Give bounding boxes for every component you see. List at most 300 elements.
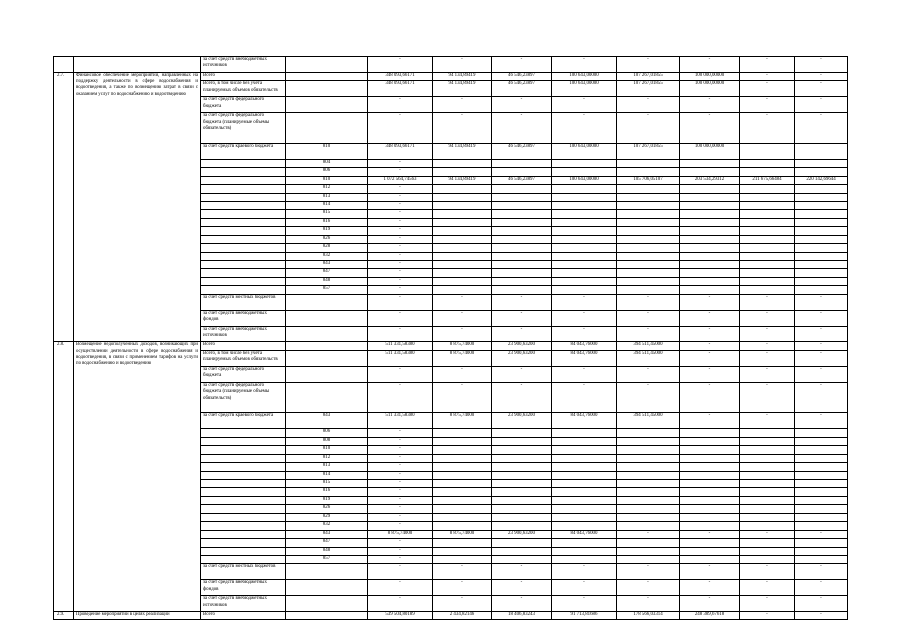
- amount-cell: -: [740, 382, 795, 413]
- amount-cell: [617, 159, 680, 167]
- funding-source-label: [201, 547, 286, 555]
- amount-cell: -: [680, 57, 740, 73]
- amount-cell: -: [795, 113, 848, 144]
- amount-cell: [492, 513, 552, 521]
- amount-cell: 178 566,03314: [617, 612, 680, 620]
- budget-code: 819: [286, 496, 368, 504]
- amount-cell: [552, 159, 617, 167]
- amount-cell: -: [368, 555, 433, 563]
- amount-cell: [680, 168, 740, 176]
- funding-source-label: [201, 176, 286, 184]
- amount-cell: -: [433, 580, 492, 596]
- amount-cell: [617, 185, 680, 193]
- amount-cell: -: [795, 382, 848, 413]
- funding-source-label: [201, 252, 286, 260]
- amount-cell: [617, 505, 680, 513]
- amount-cell: 91 713,81686: [552, 612, 617, 620]
- amount-cell: [433, 244, 492, 252]
- funding-source-label: [201, 201, 286, 209]
- amount-cell: -: [492, 57, 552, 73]
- amount-cell: 107 267,01855: [617, 72, 680, 80]
- amount-cell: -: [740, 342, 795, 350]
- amount-cell: [552, 454, 617, 462]
- amount-cell: [740, 269, 795, 277]
- amount-cell: [552, 488, 617, 496]
- amount-cell: [617, 261, 680, 269]
- funding-source-label: Всего: [201, 612, 286, 620]
- amount-cell: [740, 277, 795, 285]
- amount-cell: 348 093,66171: [368, 72, 433, 80]
- amount-cell: 8 875,74000: [433, 350, 492, 366]
- amount-cell: [680, 286, 740, 294]
- amount-cell: [492, 286, 552, 294]
- amount-cell: [617, 218, 680, 226]
- amount-cell: -: [368, 269, 433, 277]
- amount-cell: 94 134,89419: [433, 81, 492, 97]
- amount-cell: 348 093,66171: [368, 81, 433, 97]
- amount-cell: -: [740, 596, 795, 612]
- amount-cell: [795, 193, 848, 201]
- amount-cell: [552, 437, 617, 445]
- amount-cell: [492, 210, 552, 218]
- amount-cell: [552, 168, 617, 176]
- section-description: Возмещение недополученных доходов, возникающих при осуществлении деятельности в сфере водоснабжения и водоотведения, в связи с применением тарифов на услуги по водоснабжению и водоотведению: [74, 342, 201, 612]
- amount-cell: -: [795, 366, 848, 382]
- budget-code: 843: [286, 530, 368, 538]
- amount-cell: [492, 463, 552, 471]
- amount-cell: -: [680, 113, 740, 144]
- amount-cell: -: [680, 350, 740, 366]
- amount-cell: -: [680, 310, 740, 326]
- amount-cell: [795, 227, 848, 235]
- amount-cell: -: [368, 261, 433, 269]
- amount-cell: -: [795, 97, 848, 113]
- amount-cell: 100 643,00000: [552, 143, 617, 159]
- amount-cell: [740, 252, 795, 260]
- amount-cell: [795, 286, 848, 294]
- funding-source-label: [201, 496, 286, 504]
- amount-cell: -: [492, 326, 552, 342]
- amount-cell: [492, 244, 552, 252]
- amount-cell: [795, 555, 848, 563]
- amount-cell: -: [433, 57, 492, 73]
- amount-cell: 105 706,05107: [617, 176, 680, 184]
- budget-code: 815: [286, 480, 368, 488]
- amount-cell: [552, 252, 617, 260]
- amount-cell: -: [433, 97, 492, 113]
- budget-code: 848: [286, 277, 368, 285]
- amount-cell: [740, 168, 795, 176]
- amount-cell: -: [740, 530, 795, 538]
- amount-cell: -: [680, 596, 740, 612]
- budget-code: 813: [286, 463, 368, 471]
- amount-cell: -: [368, 252, 433, 260]
- funding-source-label: [201, 488, 286, 496]
- amount-cell: [552, 286, 617, 294]
- amount-cell: [680, 269, 740, 277]
- amount-cell: -: [795, 413, 848, 429]
- amount-cell: [680, 218, 740, 226]
- amount-cell: 100 643,00000: [552, 81, 617, 97]
- amount-cell: [552, 429, 617, 437]
- section-number: 2.9.: [54, 612, 74, 620]
- budget-code: 804: [286, 159, 368, 167]
- amount-cell: [617, 480, 680, 488]
- funding-source-label: за счет средств внебюджетных фондов: [201, 310, 286, 326]
- amount-cell: [680, 446, 740, 454]
- amount-cell: 94 134,89419: [433, 176, 492, 184]
- amount-cell: [433, 471, 492, 479]
- amount-cell: -: [368, 564, 433, 580]
- amount-cell: -: [617, 580, 680, 596]
- budget-code: 857: [286, 555, 368, 563]
- amount-cell: [617, 235, 680, 243]
- amount-cell: [795, 143, 848, 159]
- amount-cell: [492, 496, 552, 504]
- funding-source-label: за счет средств внебюджетных источников: [201, 57, 286, 73]
- amount-cell: [552, 480, 617, 488]
- amount-cell: [492, 201, 552, 209]
- budget-code: [286, 326, 368, 342]
- amount-cell: [433, 513, 492, 521]
- amount-cell: -: [617, 366, 680, 382]
- amount-cell: 8 875,74000: [433, 342, 492, 350]
- amount-cell: [433, 446, 492, 454]
- amount-cell: -: [368, 366, 433, 382]
- amount-cell: [552, 505, 617, 513]
- budget-code: [286, 342, 368, 350]
- amount-cell: [740, 185, 795, 193]
- amount-cell: -: [492, 580, 552, 596]
- funding-source-label: [201, 505, 286, 513]
- amount-cell: -: [680, 342, 740, 350]
- amount-cell: [795, 437, 848, 445]
- amount-cell: [492, 277, 552, 285]
- amount-cell: [680, 496, 740, 504]
- funding-source-label: [201, 530, 286, 538]
- budget-code: [286, 57, 368, 73]
- amount-cell: 394 511,45000: [617, 413, 680, 429]
- table-row: [54, 612, 848, 620]
- amount-cell: [433, 235, 492, 243]
- amount-cell: [795, 446, 848, 454]
- amount-cell: [740, 201, 795, 209]
- amount-cell: 46 546,23897: [492, 72, 552, 80]
- funding-source-label: [201, 193, 286, 201]
- amount-cell: -: [552, 366, 617, 382]
- amount-cell: -: [368, 437, 433, 445]
- amount-cell: -: [368, 310, 433, 326]
- amount-cell: 2 434,82146: [433, 612, 492, 620]
- amount-cell: [433, 159, 492, 167]
- amount-cell: [617, 252, 680, 260]
- amount-cell: -: [740, 294, 795, 310]
- amount-cell: -: [552, 294, 617, 310]
- amount-cell: [795, 480, 848, 488]
- table-row: [54, 342, 848, 350]
- amount-cell: [680, 185, 740, 193]
- amount-cell: [617, 496, 680, 504]
- budget-code: [286, 113, 368, 144]
- amount-cell: [680, 201, 740, 209]
- amount-cell: [795, 463, 848, 471]
- funding-source-label: [201, 218, 286, 226]
- funding-source-label: [201, 168, 286, 176]
- amount-cell: [795, 429, 848, 437]
- amount-cell: 94 134,89419: [433, 143, 492, 159]
- amount-cell: [433, 480, 492, 488]
- funding-source-label: за счет средств краевого бюджета: [201, 143, 286, 159]
- amount-cell: [492, 269, 552, 277]
- amount-cell: [492, 522, 552, 530]
- amount-cell: [795, 454, 848, 462]
- budget-code: 806: [286, 168, 368, 176]
- budget-code: 828: [286, 244, 368, 252]
- amount-cell: -: [433, 366, 492, 382]
- budget-code: 810: [286, 446, 368, 454]
- amount-cell: [680, 547, 740, 555]
- amount-cell: [617, 463, 680, 471]
- amount-cell: [433, 252, 492, 260]
- amount-cell: [795, 168, 848, 176]
- section-number: 2.8.: [54, 342, 74, 612]
- amount-cell: -: [617, 97, 680, 113]
- amount-cell: -: [492, 382, 552, 413]
- amount-cell: 107 267,01855: [617, 143, 680, 159]
- amount-cell: -: [433, 310, 492, 326]
- amount-cell: 8 875,74000: [368, 530, 433, 538]
- budget-code: 815: [286, 210, 368, 218]
- budget-code: 810: [286, 143, 368, 159]
- amount-cell: -: [680, 294, 740, 310]
- amount-cell: -: [368, 522, 433, 530]
- funding-source-label: [201, 277, 286, 285]
- section-number: 2.7.: [54, 72, 74, 342]
- amount-cell: -: [552, 113, 617, 144]
- funding-source-label: [201, 522, 286, 530]
- amount-cell: [492, 261, 552, 269]
- funding-source-label: [201, 244, 286, 252]
- amount-cell: -: [492, 113, 552, 144]
- amount-cell: [617, 244, 680, 252]
- amount-cell: [740, 286, 795, 294]
- amount-cell: -: [552, 310, 617, 326]
- amount-cell: [740, 539, 795, 547]
- budget-code: [286, 612, 368, 620]
- funding-source-label: [201, 513, 286, 521]
- funding-source-label: [201, 480, 286, 488]
- amount-cell: -: [433, 596, 492, 612]
- budget-code: [286, 564, 368, 580]
- amount-cell: 348 093,66171: [368, 143, 433, 159]
- amount-cell: [680, 505, 740, 513]
- funding-source-label: [201, 471, 286, 479]
- amount-cell: [795, 235, 848, 243]
- budget-code: 814: [286, 471, 368, 479]
- amount-cell: [552, 496, 617, 504]
- amount-cell: [795, 269, 848, 277]
- amount-cell: [492, 555, 552, 563]
- table-row: [54, 72, 848, 80]
- amount-cell: 107 267,01855: [617, 81, 680, 97]
- budget-code: 826: [286, 505, 368, 513]
- amount-cell: [492, 168, 552, 176]
- budget-code: [286, 294, 368, 310]
- section-description: Финансовое обеспечение мероприятий, направленных на поддержку деятельности в сфере водоснабжения и водоотведения, а также по возмещению затрат в связи с оказанием услуг по водоснабжению и водоотведению: [74, 72, 201, 342]
- funding-source-label: [201, 210, 286, 218]
- amount-cell: [617, 429, 680, 437]
- budget-code: 819: [286, 227, 368, 235]
- amount-cell: 511 331,58380: [368, 342, 433, 350]
- amount-cell: [795, 471, 848, 479]
- amount-cell: -: [795, 530, 848, 538]
- funding-source-label: за счет средств внебюджетных источников: [201, 326, 286, 342]
- funding-source-label: [201, 463, 286, 471]
- amount-cell: 84 043,76000: [552, 413, 617, 429]
- amount-cell: [433, 539, 492, 547]
- amount-cell: [795, 252, 848, 260]
- amount-cell: [433, 437, 492, 445]
- amount-cell: [552, 185, 617, 193]
- budget-code: 826: [286, 235, 368, 243]
- amount-cell: [740, 261, 795, 269]
- amount-cell: -: [680, 382, 740, 413]
- amount-cell: [680, 227, 740, 235]
- amount-cell: 248 389,67618: [680, 612, 740, 620]
- amount-cell: [680, 454, 740, 462]
- amount-cell: [617, 201, 680, 209]
- amount-cell: -: [368, 244, 433, 252]
- amount-cell: 23 900,63200: [492, 413, 552, 429]
- amount-cell: [795, 522, 848, 530]
- budget-code: 857: [286, 286, 368, 294]
- amount-cell: -: [368, 446, 433, 454]
- amount-cell: 46 546,23897: [492, 143, 552, 159]
- amount-cell: 23 900,63200: [492, 350, 552, 366]
- amount-cell: [680, 522, 740, 530]
- amount-cell: 46 546,23897: [492, 81, 552, 97]
- amount-cell: [680, 480, 740, 488]
- amount-cell: [680, 513, 740, 521]
- amount-cell: [492, 437, 552, 445]
- budget-code: 829: [286, 513, 368, 521]
- amount-cell: [617, 286, 680, 294]
- funding-source-label: за счет средств местных бюджетов: [201, 294, 286, 310]
- budget-code: [286, 366, 368, 382]
- funding-source-label: Всего, в том числе без учета планируемых объемов обязательств: [201, 81, 286, 97]
- amount-cell: [617, 454, 680, 462]
- amount-cell: [617, 168, 680, 176]
- amount-cell: [795, 539, 848, 547]
- budget-code: [286, 97, 368, 113]
- amount-cell: [433, 555, 492, 563]
- amount-cell: [617, 269, 680, 277]
- amount-cell: -: [368, 210, 433, 218]
- amount-cell: -: [552, 580, 617, 596]
- amount-cell: [492, 446, 552, 454]
- amount-cell: [795, 547, 848, 555]
- amount-cell: 511 331,58380: [368, 413, 433, 429]
- amount-cell: -: [433, 113, 492, 144]
- amount-cell: [433, 496, 492, 504]
- budget-code: 816: [286, 218, 368, 226]
- amount-cell: [795, 159, 848, 167]
- amount-cell: -: [492, 366, 552, 382]
- amount-cell: [740, 159, 795, 167]
- amount-cell: -: [680, 580, 740, 596]
- amount-cell: -: [617, 564, 680, 580]
- amount-cell: -: [368, 97, 433, 113]
- amount-cell: [552, 244, 617, 252]
- funding-source-label: [201, 446, 286, 454]
- funding-source-label: [201, 235, 286, 243]
- amount-cell: [680, 252, 740, 260]
- amount-cell: -: [740, 580, 795, 596]
- amount-cell: -: [795, 612, 848, 620]
- amount-cell: [795, 218, 848, 226]
- budget-code: 847: [286, 539, 368, 547]
- amount-cell: [433, 168, 492, 176]
- amount-cell: [552, 269, 617, 277]
- amount-cell: [795, 496, 848, 504]
- amount-cell: -: [433, 326, 492, 342]
- amount-cell: -: [795, 342, 848, 350]
- amount-cell: 394 511,45000: [617, 350, 680, 366]
- amount-cell: -: [368, 235, 433, 243]
- budget-code: [286, 350, 368, 366]
- amount-cell: [492, 218, 552, 226]
- amount-cell: -: [740, 612, 795, 620]
- funding-source-label: [201, 261, 286, 269]
- amount-cell: [433, 286, 492, 294]
- amount-cell: [492, 252, 552, 260]
- amount-cell: -: [617, 294, 680, 310]
- amount-cell: [492, 429, 552, 437]
- amount-cell: -: [740, 326, 795, 342]
- amount-cell: [552, 522, 617, 530]
- amount-cell: [433, 522, 492, 530]
- amount-cell: -: [552, 596, 617, 612]
- amount-cell: [680, 277, 740, 285]
- amount-cell: [492, 227, 552, 235]
- amount-cell: -: [368, 547, 433, 555]
- amount-cell: [433, 429, 492, 437]
- amount-cell: -: [740, 413, 795, 429]
- amount-cell: -: [552, 564, 617, 580]
- amount-cell: -: [368, 294, 433, 310]
- amount-cell: [740, 218, 795, 226]
- amount-cell: [552, 193, 617, 201]
- amount-cell: 1 072 564,74563: [368, 176, 433, 184]
- funding-source-label: за счет средств федерального бюджета (планируемые объемы обязательств): [201, 113, 286, 144]
- budget-code: [286, 382, 368, 413]
- funding-source-label: [201, 185, 286, 193]
- funding-source-label: за счет средств федерального бюджета (планируемые объемы обязательств): [201, 382, 286, 413]
- amount-cell: -: [617, 326, 680, 342]
- amount-cell: [795, 244, 848, 252]
- amount-cell: [740, 547, 795, 555]
- amount-cell: [680, 261, 740, 269]
- amount-cell: [433, 488, 492, 496]
- funding-source-label: Всего: [201, 342, 286, 350]
- budget-table-sheet: [53, 56, 847, 620]
- amount-cell: [680, 193, 740, 201]
- budget-table: [53, 56, 848, 620]
- amount-cell: [740, 454, 795, 462]
- amount-cell: [492, 185, 552, 193]
- amount-cell: [740, 143, 795, 159]
- amount-cell: [795, 488, 848, 496]
